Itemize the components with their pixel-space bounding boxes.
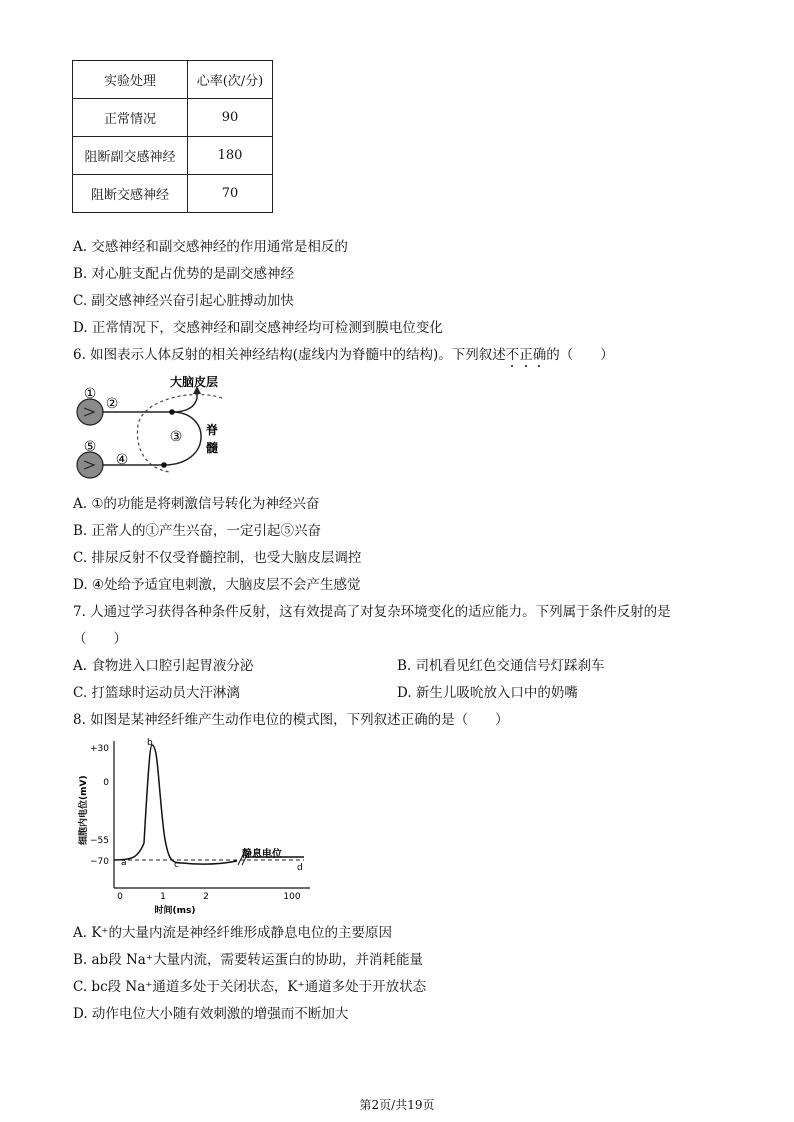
label-2: ②	[105, 396, 119, 412]
q8-option-d: D. 动作电位大小随有效刺激的增强而不断加大	[73, 1006, 349, 1022]
q5-option-d: D. 正常情况下，交感神经和副交感神经均可检测到膜电位变化	[73, 320, 443, 336]
q7-option-b: B. 司机看见红色交通信号灯踩刹车	[397, 658, 605, 674]
q6-option-b: B. 正常人的①产生兴奋，一定引起⑤兴奋	[73, 523, 322, 539]
q5-option-c: C. 副交感神经兴奋引起心脏搏动加快	[73, 293, 294, 309]
x-tick-label: 100	[283, 892, 301, 902]
spine-label: 脊	[206, 423, 219, 437]
q8-option-b: B. ab段 Na⁺大量内流，需要转运蛋白的协助，并消耗能量	[73, 952, 423, 968]
table-cell: 阻断副交感神经	[73, 137, 188, 175]
x-tick-label: 1	[160, 892, 166, 902]
receptor-circle	[77, 399, 103, 425]
table-cell: 正常情况	[73, 99, 188, 137]
y-tick-label: +30	[90, 744, 109, 754]
y-tick-label: −55	[90, 836, 109, 846]
label-5: ⑤	[83, 439, 97, 455]
q7-option-a: A. 食物进入口腔引起胃液分泌	[73, 658, 254, 674]
point-label-d: d	[297, 863, 303, 873]
q6-option-c: C. 排尿反射不仅受脊髓控制，也受大脑皮层调控	[73, 550, 362, 566]
q5-option-b: B. 对心脏支配占优势的是副交感神经	[73, 266, 295, 282]
point-label-c: c	[174, 860, 179, 870]
y-tick-label: 0	[103, 778, 109, 788]
x-tick-label: 0	[117, 892, 123, 902]
q8-option-a: A. K⁺的大量内流是神经纤维形成静息电位的主要原因	[73, 925, 393, 941]
q7-option-d: D. 新生儿吸吮放入口中的奶嘴	[397, 685, 578, 701]
spine-label: 髓	[206, 441, 219, 455]
table-row	[73, 175, 273, 213]
table-cell: 90	[188, 99, 273, 137]
table-header-cell: 实验处理	[73, 61, 188, 99]
q6-option-d: D. ④处给予适宜电刺激，大脑皮层不会产生感觉	[73, 577, 361, 593]
q6-stem-text: 6. 如图表示人体反射的相关神经结构(虚线内为脊髓中的结构)。下列叙述	[73, 347, 506, 363]
action-potential-chart	[72, 733, 317, 918]
label-1: ①	[83, 386, 97, 402]
reflex-arc-diagram	[72, 370, 232, 480]
table-header-row	[73, 61, 273, 99]
emphasis-char: 确	[532, 347, 547, 363]
x-axis-label: 时间(ms)	[154, 906, 196, 916]
table-cell: 70	[188, 175, 273, 213]
x-tick-label: 2	[203, 892, 209, 902]
brain-cortex-label: 大脑皮层	[170, 375, 219, 389]
resting-potential-annotation: 静息电位	[242, 849, 282, 860]
q5-option-a: A. 交感神经和副交感神经的作用通常是相反的	[73, 239, 348, 255]
q6-stem	[73, 346, 614, 364]
heart-rate-table	[72, 60, 273, 213]
emphasis-char: 不	[505, 347, 520, 363]
q8-option-c: C. bc段 Na⁺通道多处于关闭状态，K⁺通道多处于开放状态	[73, 979, 427, 995]
label-4: ④	[115, 452, 129, 468]
y-axis-label: 细胞内电位(mV)	[79, 775, 89, 845]
label-3: ③	[169, 429, 183, 445]
table-cell: 180	[188, 137, 273, 175]
q6-stem-tail: 的（ ）	[546, 347, 614, 363]
potential-curve	[114, 745, 237, 864]
q7-paren: （ ）	[73, 631, 127, 647]
table-row	[73, 137, 273, 175]
q7-option-c: C. 打篮球时运动员大汗淋漓	[73, 685, 240, 701]
table-cell: 阻断交感神经	[73, 175, 188, 213]
table-row	[73, 99, 273, 137]
point-label-a: a	[121, 858, 127, 868]
q7-stem: 7. 人通过学习获得各种条件反射，这有效提高了对复杂环境变化的适应能力。下列属于条件反射的是	[73, 604, 671, 620]
q8-stem: 8. 如图是某神经纤维产生动作电位的模式图，下列叙述正确的是（ ）	[73, 712, 509, 728]
effector-circle	[77, 452, 103, 478]
y-tick-label: −70	[90, 857, 109, 867]
point-label-b: b	[147, 738, 153, 748]
table-header-cell: 心率(次/分)	[188, 61, 273, 99]
page-number: 第2页/共19页	[359, 1098, 435, 1112]
emphasis-char: 正	[519, 347, 533, 363]
q6-option-a: A. ①的功能是将刺激信号转化为神经兴奋	[73, 496, 320, 512]
